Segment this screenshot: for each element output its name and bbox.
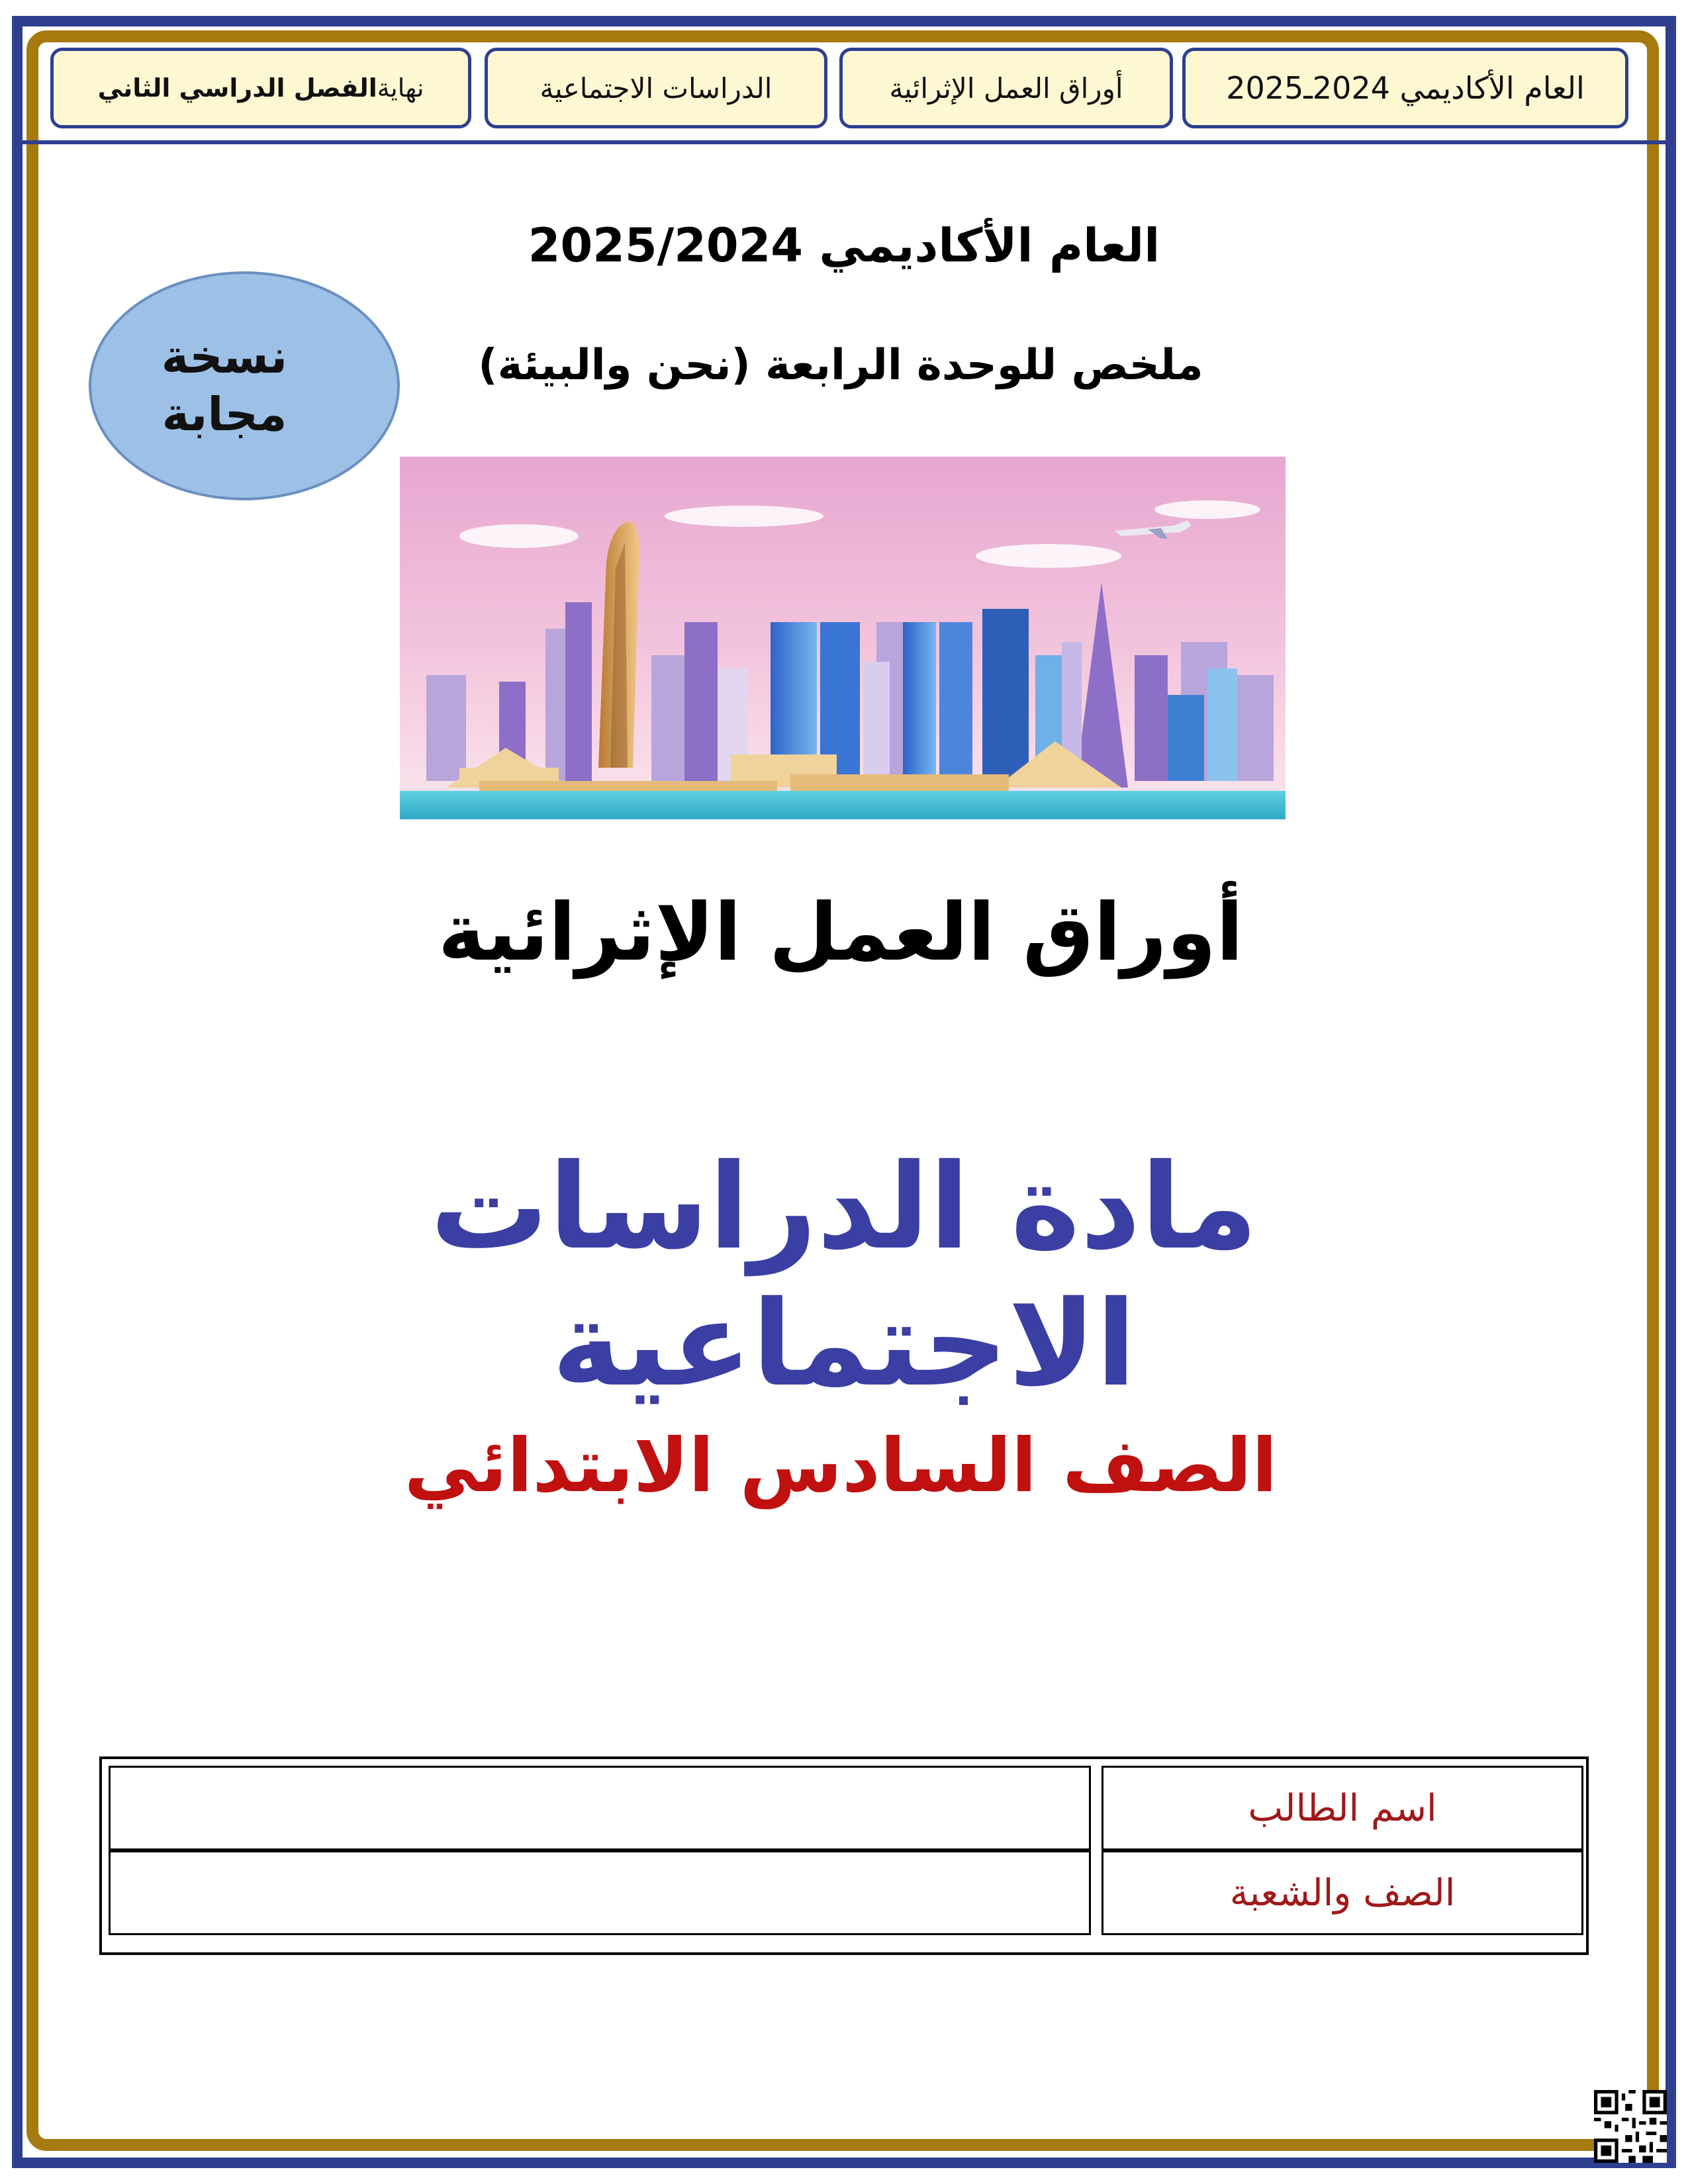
header-academic-year — [1182, 48, 1628, 128]
header-subject-text: الدراسات الاجتماعية — [539, 71, 773, 105]
answered-copy-badge — [89, 271, 400, 500]
header-academic-year-text: العام الأكاديمي 2024ـ2025 — [1226, 70, 1585, 106]
header-term-prefix: نهاية — [377, 73, 424, 103]
grade-title: الصف السادس الابتدائي — [404, 1423, 1278, 1509]
qr-code-icon — [1594, 2090, 1667, 2163]
city-skyline-illustration — [400, 457, 1286, 819]
class-section-label: الصف والشعبة — [1229, 1871, 1456, 1915]
header-term — [50, 48, 471, 128]
badge-line-2: مجابة — [162, 387, 287, 441]
header-worksheets-text: أوراق العمل الإثرائية — [889, 71, 1123, 105]
header-worksheets — [839, 48, 1173, 128]
class-section-field[interactable] — [109, 1850, 1091, 1935]
header-subject — [485, 48, 827, 128]
subject-title: مادة الدراسات الاجتماعية — [430, 1138, 1258, 1412]
badge-line-1: نسخة — [161, 329, 288, 384]
header-term-bold: الفصل الدراسي الثاني — [97, 73, 377, 103]
student-name-label-cell — [1102, 1766, 1583, 1850]
academic-year-title: العام الأكاديمي 2025/2024 — [528, 218, 1160, 273]
student-info-table — [99, 1756, 1589, 1955]
class-section-label-cell — [1102, 1850, 1583, 1935]
student-name-field[interactable] — [109, 1766, 1091, 1850]
worksheets-main-title: أوراق العمل الإثرائية — [438, 887, 1244, 979]
unit-summary-title: ملخص للوحدة الرابعة (نحن والبيئة) — [478, 341, 1203, 390]
student-name-label: اسم الطالب — [1248, 1786, 1437, 1830]
header-divider — [12, 140, 1676, 144]
